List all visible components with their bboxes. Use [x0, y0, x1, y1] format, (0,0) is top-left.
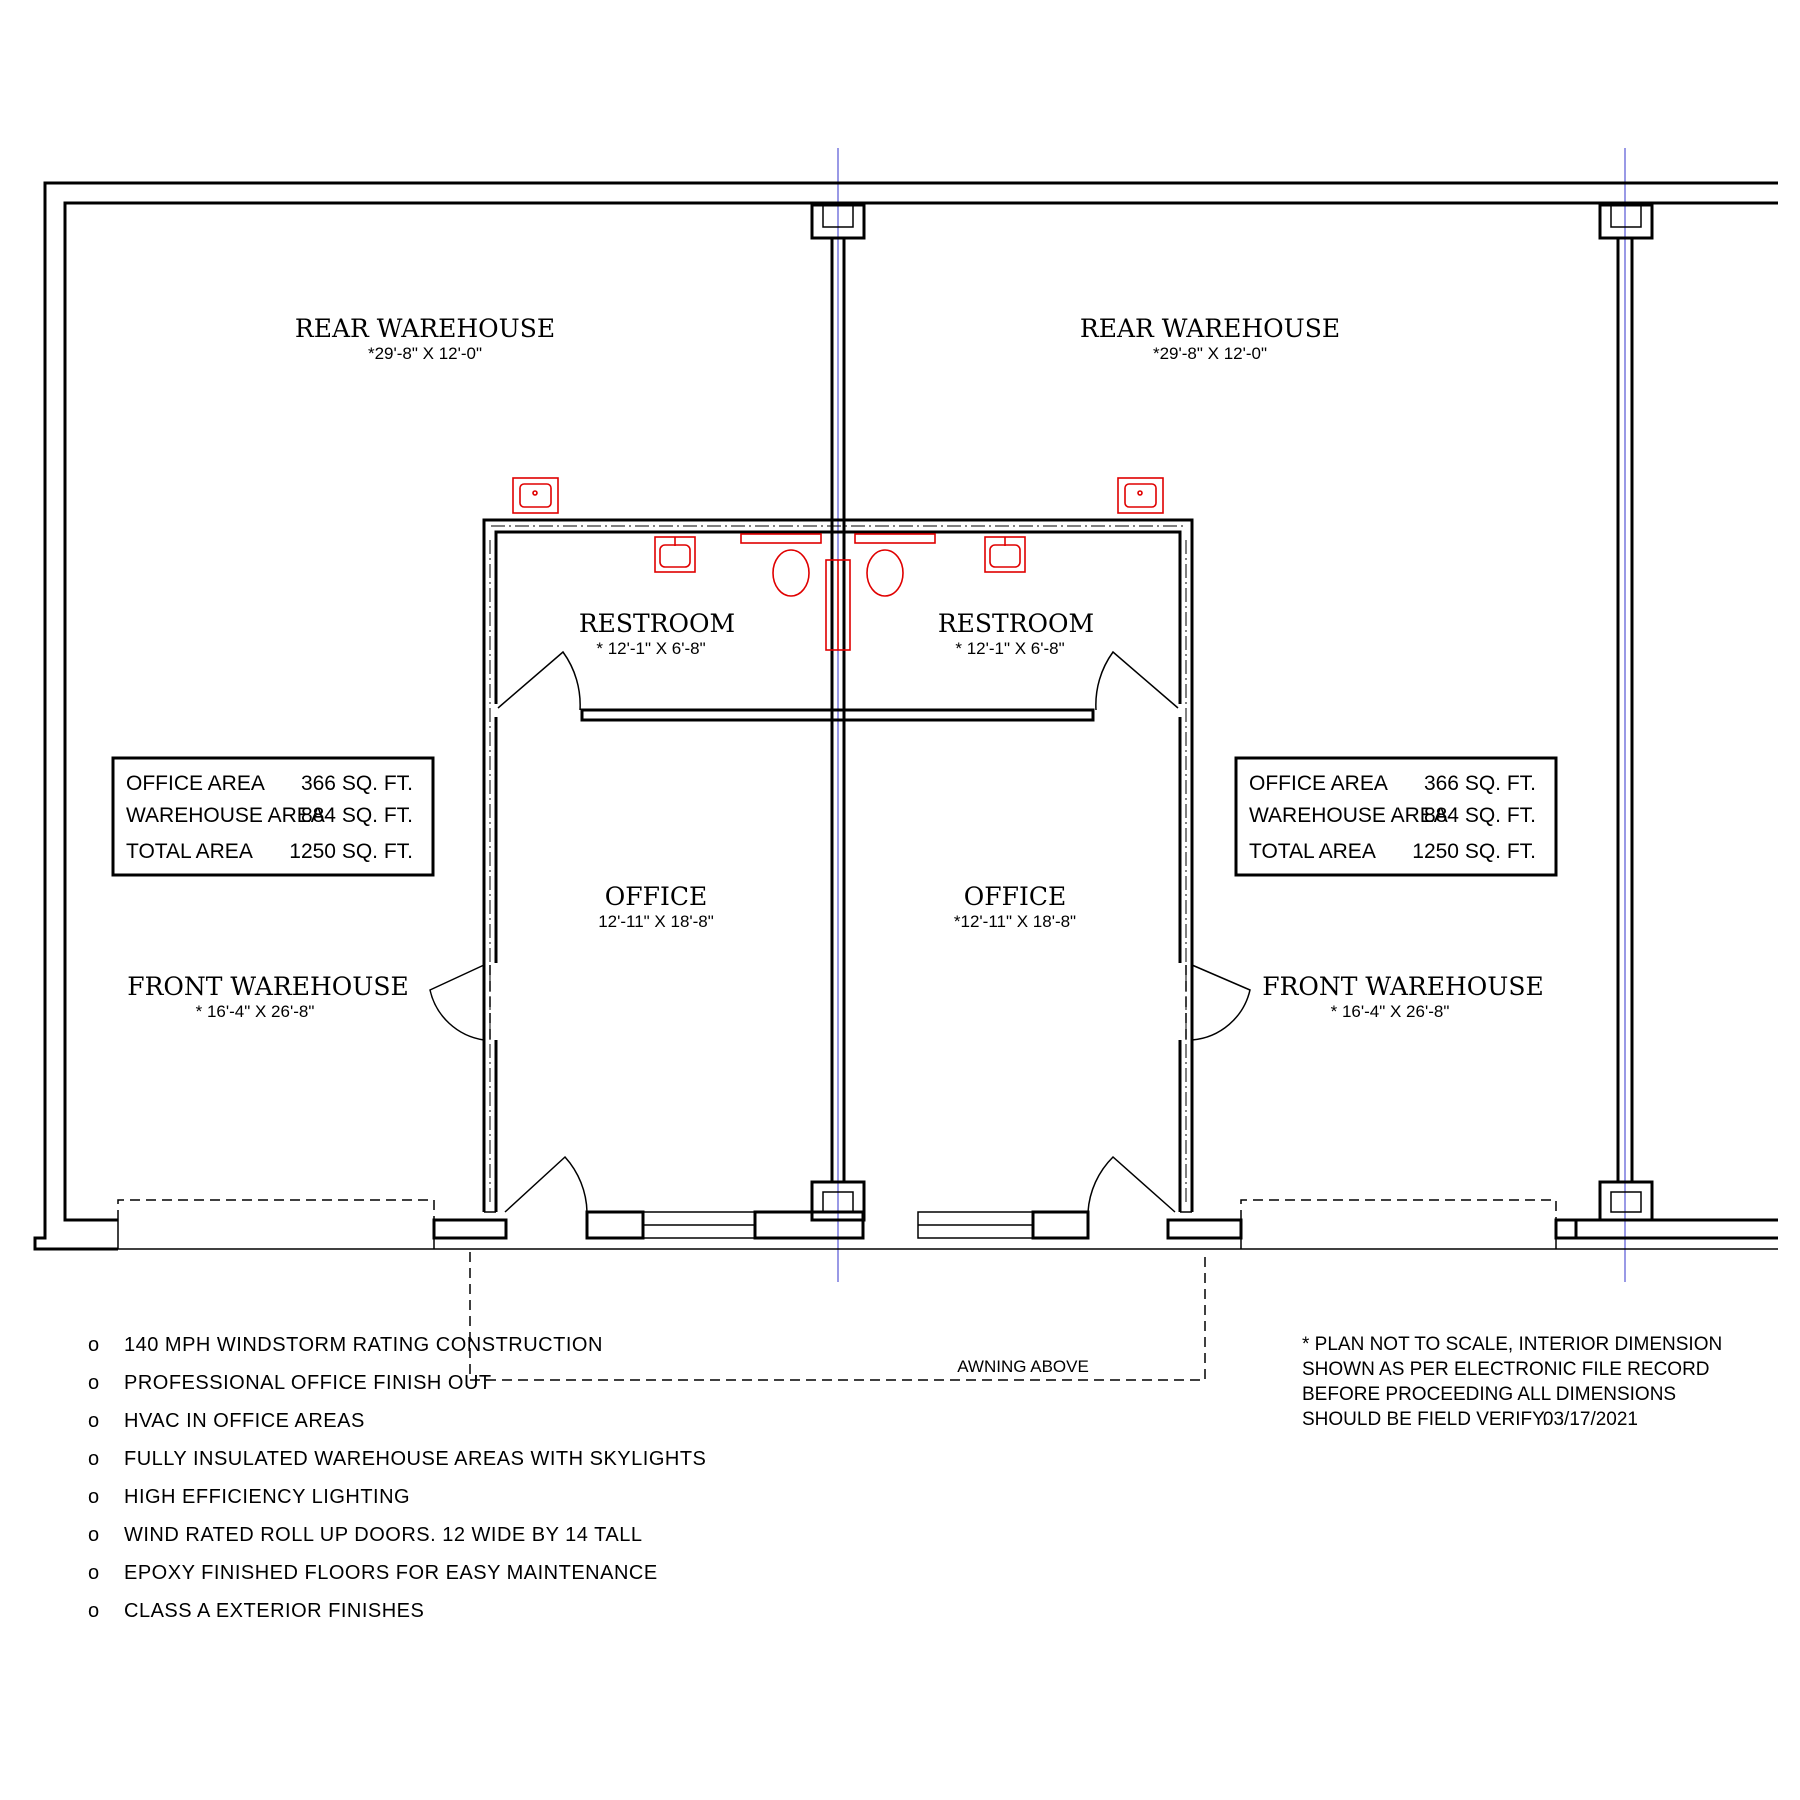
feature-text: CLASS A EXTERIOR FINISHES — [124, 1600, 425, 1622]
feature-item — [88, 1372, 492, 1394]
lavatory-icon — [985, 537, 1025, 572]
area-label: TOTAL AREA — [1249, 840, 1376, 863]
area-label: OFFICE AREA — [1249, 772, 1388, 795]
feature-item — [88, 1448, 706, 1470]
bullet: o — [88, 1600, 100, 1622]
note-line: * PLAN NOT TO SCALE, INTERIOR DIMENSION — [1302, 1334, 1723, 1355]
rear-warehouse-right-dims: *29'-8" X 12'-0" — [1152, 344, 1268, 363]
grab-bar-icon — [826, 560, 850, 650]
sink-icon — [1118, 478, 1163, 513]
lavatory-icon — [655, 537, 695, 572]
room-labels — [127, 314, 1543, 1021]
awning-label: AWNING ABOVE — [957, 1357, 1089, 1376]
restroom-left-dims: * 12'-1" X 6'-8" — [596, 639, 706, 658]
front-warehouse-left-name: FRONT WAREHOUSE — [127, 972, 409, 1001]
note-line: SHOULD BE FIELD VERIFY. — [1302, 1409, 1548, 1430]
feature-item — [88, 1486, 410, 1508]
office-left-dims: 12'-11" X 18'-8" — [598, 912, 714, 931]
note-line: BEFORE PROCEEDING ALL DIMENSIONS — [1302, 1384, 1677, 1405]
office-right-dims: *12'-11" X 18'-8" — [953, 912, 1077, 931]
bullet: o — [88, 1410, 100, 1432]
area-label: WAREHOUSE AREA — [126, 804, 325, 827]
feature-item — [88, 1410, 365, 1432]
bullet: o — [88, 1372, 100, 1394]
toilet-icon — [855, 534, 935, 596]
bullet: o — [88, 1562, 100, 1584]
area-value: 884 SQ. FT. — [1423, 804, 1536, 827]
area-value: 1250 SQ. FT. — [289, 840, 413, 863]
feature-text: HIGH EFFICIENCY LIGHTING — [124, 1486, 411, 1508]
feature-item — [88, 1334, 603, 1356]
restroom-right-dims: * 12'-1" X 6'-8" — [955, 639, 1065, 658]
toilet-icon — [741, 534, 821, 596]
front-warehouse-left-dims: * 16'-4" X 26'-8" — [195, 1002, 315, 1021]
bullet: o — [88, 1334, 100, 1356]
area-label: OFFICE AREA — [126, 772, 265, 795]
feature-text: WIND RATED ROLL UP DOORS. 12 WIDE BY 14 TALL — [124, 1524, 643, 1546]
feature-text: EPOXY FINISHED FLOORS FOR EASY MAINTENANCE — [124, 1562, 658, 1584]
restroom-right-name: RESTROOM — [937, 609, 1095, 638]
area-label: TOTAL AREA — [126, 840, 253, 863]
feature-text: PROFESSIONAL OFFICE FINISH OUT — [124, 1372, 492, 1394]
area-value: 1250 SQ. FT. — [1412, 840, 1536, 863]
rear-warehouse-left-name: REAR WAREHOUSE — [294, 314, 556, 343]
front-warehouse-right-dims: * 16'-4" X 26'-8" — [1330, 1002, 1450, 1021]
front-warehouse-right-name: FRONT WAREHOUSE — [1262, 972, 1544, 1001]
area-label: WAREHOUSE AREA — [1249, 804, 1448, 827]
office-left-name: OFFICE — [604, 882, 708, 911]
restroom-left-name: RESTROOM — [578, 609, 736, 638]
sink-icon — [513, 478, 558, 513]
feature-item — [88, 1524, 642, 1546]
features-list — [88, 1334, 706, 1622]
bullet: o — [88, 1524, 100, 1546]
note-date: 03/17/2021 — [1542, 1409, 1638, 1430]
area-value: 884 SQ. FT. — [300, 804, 413, 827]
area-table-right — [1236, 758, 1556, 875]
bullet: o — [88, 1448, 100, 1470]
office-right-name: OFFICE — [963, 882, 1067, 911]
rear-warehouse-left-dims: *29'-8" X 12'-0" — [367, 344, 483, 363]
area-table-left — [113, 758, 433, 875]
feature-item — [88, 1562, 658, 1584]
area-value: 366 SQ. FT. — [1423, 772, 1536, 795]
door-swings — [430, 652, 1250, 1212]
area-value: 366 SQ. FT. — [300, 772, 413, 795]
bullet: o — [88, 1486, 100, 1508]
feature-text: HVAC IN OFFICE AREAS — [124, 1410, 365, 1432]
roll-up-doors — [118, 1200, 1556, 1249]
disclaimer-note — [1302, 1334, 1722, 1430]
rear-warehouse-right-name: REAR WAREHOUSE — [1079, 314, 1341, 343]
note-line: SHOWN AS PER ELECTRONIC FILE RECORD — [1302, 1359, 1710, 1380]
feature-text: FULLY INSULATED WAREHOUSE AREAS WITH SKYLIGHTS — [124, 1448, 707, 1470]
feature-text: 140 MPH WINDSTORM RATING CONSTRUCTION — [124, 1334, 603, 1356]
feature-item — [88, 1600, 424, 1622]
